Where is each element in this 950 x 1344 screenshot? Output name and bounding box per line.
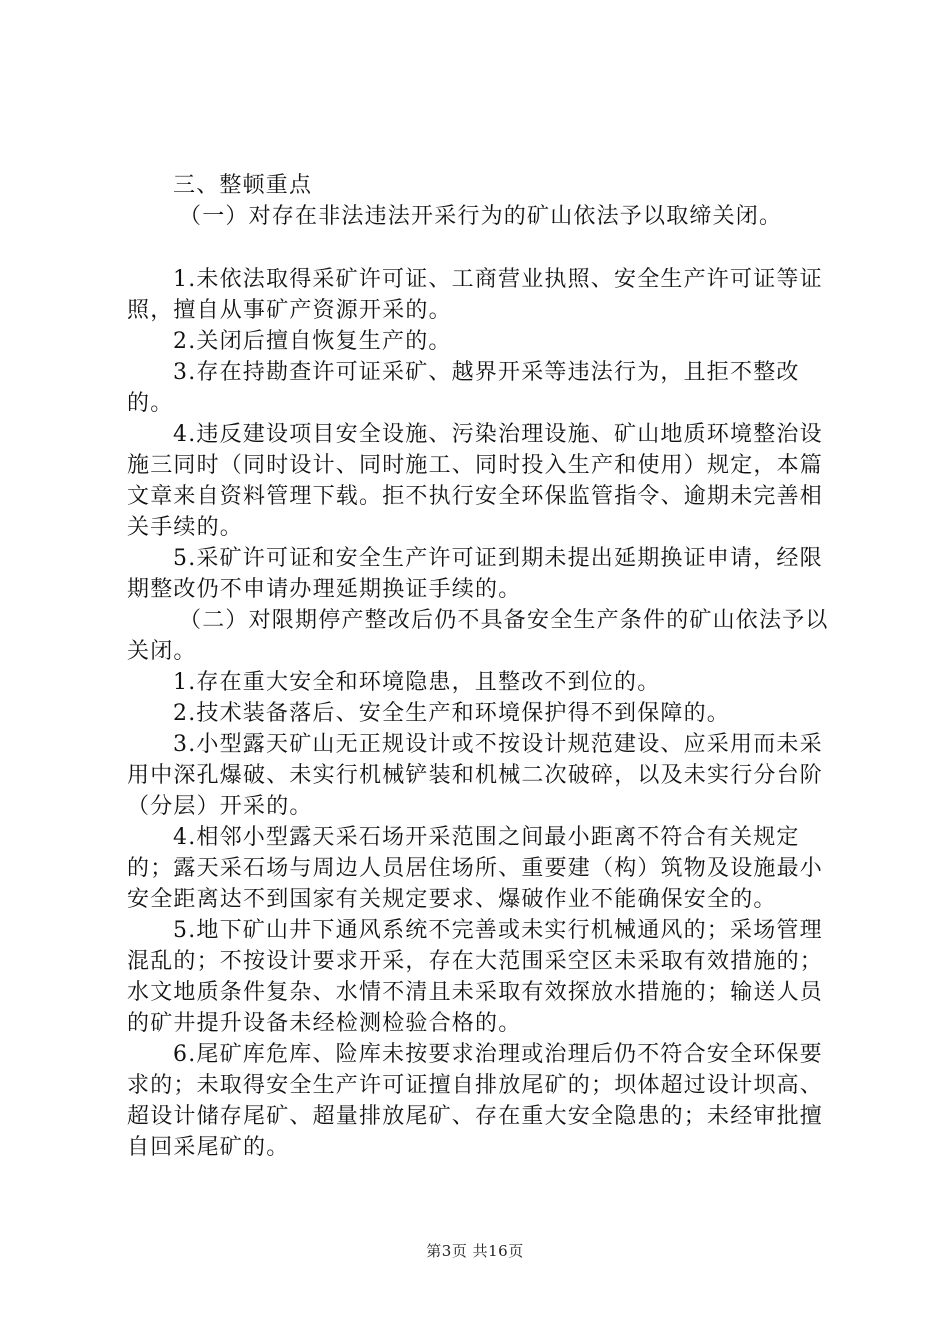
section1-item-5: 5.采矿许可证和安全生产许可证到期未提出延期换证申请，经限期整改仍不申请办理延期换证手续的。 (127, 546, 823, 602)
section1-item-1: 1.未依法取得采矿许可证、工商营业执照、安全生产许可证等证照，擅自从事矿产资源开采的。 (127, 267, 823, 323)
section2-item-3: 3.小型露天矿山无正规设计或不按设计规范建设、应采用而未采用中深孔爆破、未实行机械铲装和机械二次破碎，以及未实行分台阶（分层）开采的。 (127, 732, 824, 819)
section2-item-1: 1.存在重大安全和环境隐患，且整改不到位的。 (173, 670, 661, 695)
document-body (127, 170, 837, 1163)
section2-item-5: 5.地下矿山井下通风系统不完善或未实行机械通风的；采场管理混乱的；不按设计要求开采，存在大范围采空区未采取有效措施的；水文地质条件复杂、水情不清且未采取有效探放水措施的；输送人员的矿井提升设备未经检测检验合格的。 (127, 918, 824, 1036)
blank-line (127, 232, 837, 264)
section2-title: （二）对限期停产整改后仍不具备安全生产条件的矿山依法予以关闭。 (127, 608, 829, 664)
section2-item-6: 6.尾矿库危库、险库未按要求治理或治理后仍不符合安全环保要求的；未取得安全生产许可证擅自排放尾矿的；坝体超过设计坝高、超设计储存尾矿、超量排放尾矿、存在重大安全隐患的；未经审批擅自回采尾矿的。 (127, 1042, 824, 1160)
section-heading: 三、整顿重点 (173, 173, 313, 198)
page-number-footer: 第3页 共16页 (426, 1242, 524, 1260)
section1-item-3: 3.存在持勘查许可证采矿、越界开采等违法行为，且拒不整改的。 (127, 360, 800, 416)
section1-item-2: 2.关闭后擅自恢复生产的。 (173, 329, 452, 354)
section1-title: （一）对存在非法违法开采行为的矿山依法予以取缔关闭。 (179, 204, 783, 229)
section2-item-2: 2.技术装备落后、安全生产和环境保护得不到保障的。 (173, 701, 730, 726)
section2-item-4: 4.相邻小型露天采石场开采范围之间最小距离不符合有关规定的；露天采石场与周边人员居住场所、重要建（构）筑物及设施最小安全距离达不到国家有关规定要求、爆破作业不能确保安全的。 (127, 825, 824, 912)
section1-item-4: 4.违反建设项目安全设施、污染治理设施、矿山地质环境整治设施三同时（同时设计、同时施工、同时投入生产和使用）规定，本篇文章来自资料管理下载。拒不执行安全环保监管指令、逾期未完善相关手续的。 (127, 422, 824, 540)
